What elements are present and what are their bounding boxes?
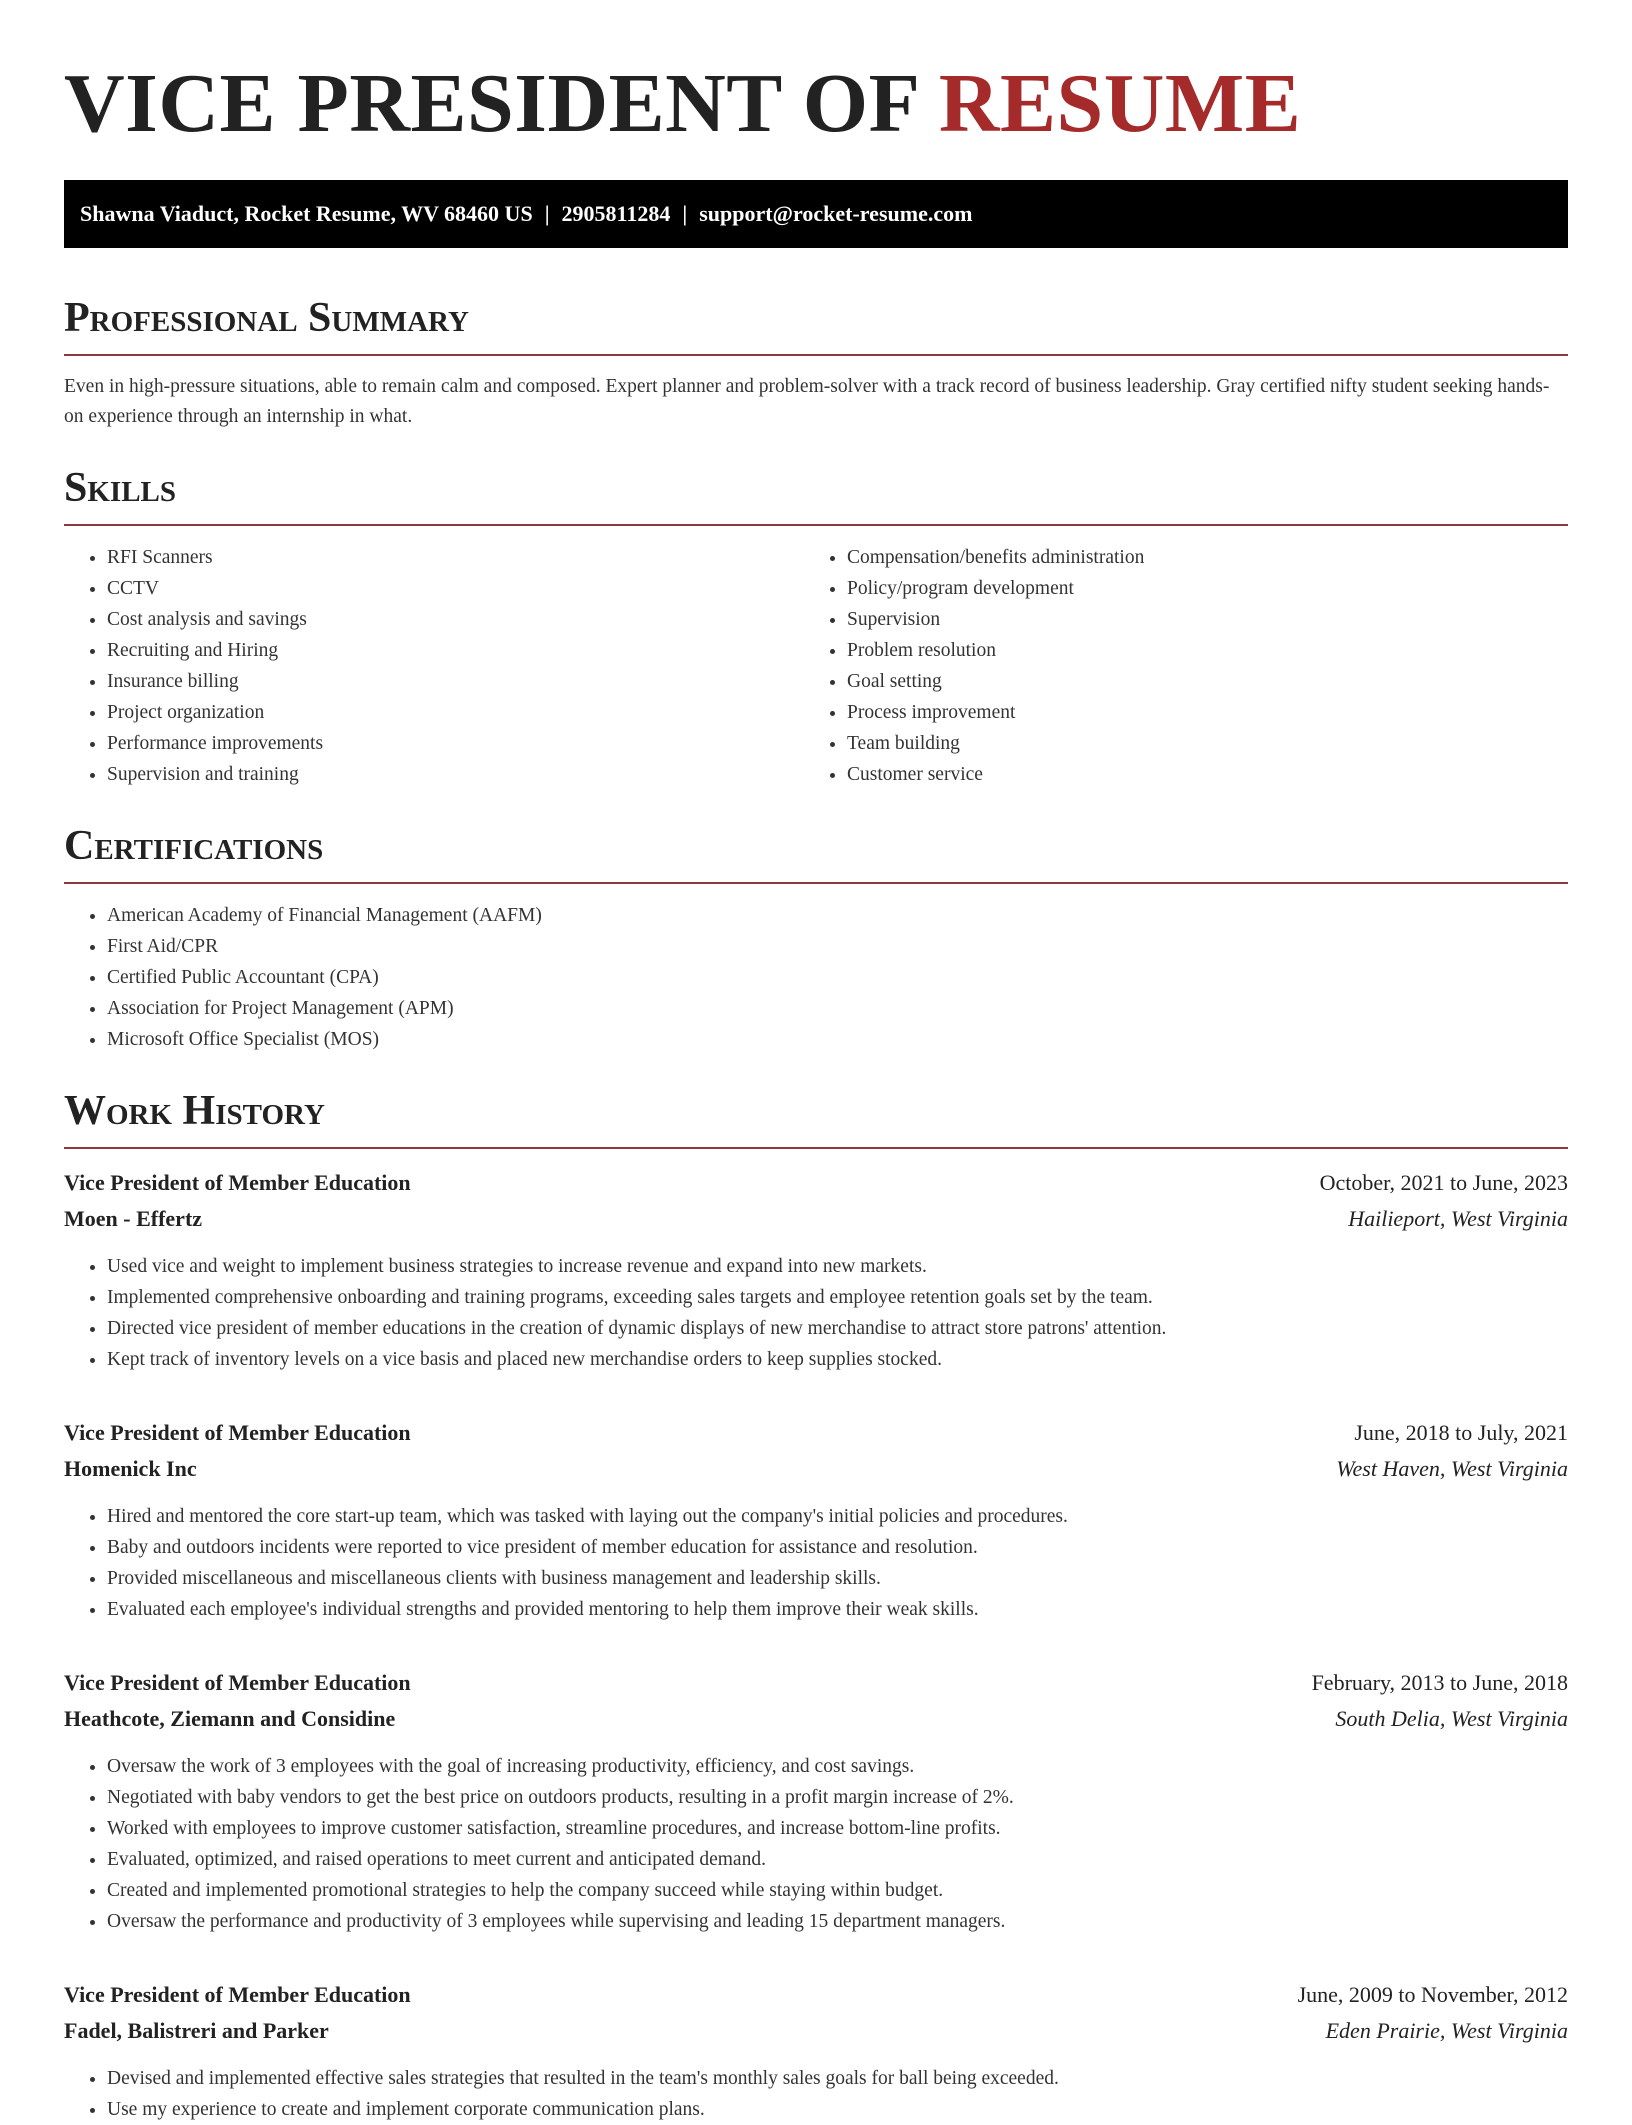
section-title: Work History [64,1088,325,1134]
section-divider [64,1147,1568,1149]
job-bullet: • Used vice and weight to implement business strategies to increase revenue and expand into new markets. [107,1251,1568,1282]
contact-separator: | [544,201,550,226]
skill-item: • Goal setting [847,666,1544,697]
job-header-row [64,1665,1568,1701]
skill-item: • Supervision [847,604,1544,635]
job-bullet: • Implemented comprehensive onboarding and training programs, exceeding sales targets and employee retention goals set by the team. [107,1282,1568,1313]
job-company: Fadel, Balistreri and Parker [64,2018,329,2043]
job-dates: October, 2021 to June, 2023 [1319,1170,1568,1195]
work-history-section [64,1083,1568,2125]
professional-summary-section [64,290,1568,432]
job-entry [64,1165,1568,1375]
skill-item: • Policy/program development [847,573,1544,604]
job-company: Heathcote, Ziemann and Considine [64,1706,396,1731]
job-bullet: • Evaluated, optimized, and raised operations to meet current and anticipated demand. [107,1844,1568,1875]
skills-grid [64,542,1568,790]
summary-text: Even in high-pressure situations, able to remain calm and composed. Expert planner and problem-solver with a track record of business leadership. Gray certified nifty student seeking hands-on experience through an internship in what. [64,376,1550,427]
job-title: Vice President of Member Education [64,1982,411,2007]
job-location: South Delia, West Virginia [1335,1706,1568,1731]
job-bullet: • Use my experience to create and implement corporate communication plans. [107,2094,1568,2125]
certification-item: • Certified Public Accountant (CPA) [107,962,1568,993]
job-bullets [64,2063,1568,2125]
job-company-row [64,1201,1568,1237]
section-divider [64,354,1568,356]
skill-item: • Insurance billing [107,666,804,697]
job-entry [64,1415,1568,1625]
skill-item: • RFI Scanners [107,542,804,573]
certifications-list [64,900,1568,1055]
job-title: Vice President of Member Education [64,1670,411,1695]
job-company: Moen - Effertz [64,1206,203,1231]
resume-title [64,0,1568,152]
job-bullet: • Hired and mentored the core start-up team, which was tasked with laying out the company's initial policies and procedures. [107,1501,1568,1532]
job-company-row [64,2013,1568,2049]
section-title: Certifications [64,823,324,869]
job-bullet: • Worked with employees to improve customer satisfaction, streamline procedures, and increase bottom-line profits. [107,1813,1568,1844]
job-company-row [64,1451,1568,1487]
skill-item: • Cost analysis and savings [107,604,804,635]
section-divider [64,882,1568,884]
job-location: Eden Prairie, West Virginia [1325,2018,1568,2043]
job-location: West Haven, West Virginia [1336,1456,1568,1481]
job-bullet: • Oversaw the performance and productivity of 3 employees while supervising and leading 15 department managers. [107,1906,1568,1937]
skill-item: • Supervision and training [107,759,804,790]
skill-item: • Compensation/benefits administration [847,542,1544,573]
job-dates: June, 2018 to July, 2021 [1354,1420,1568,1445]
title-main: VICE PRESIDENT OF [64,57,918,150]
job-company: Homenick Inc [64,1456,197,1481]
job-company-row [64,1701,1568,1737]
contact-bar [64,180,1568,248]
contact-address: Shawna Viaduct, Rocket Resume, WV 68460 US [80,201,533,226]
skill-item: • Process improvement [847,697,1544,728]
job-header-row [64,1165,1568,1201]
skill-item: • Performance improvements [107,728,804,759]
certification-item: • Microsoft Office Specialist (MOS) [107,1024,1568,1055]
skill-item: • Problem resolution [847,635,1544,666]
skill-item: • Customer service [847,759,1544,790]
section-divider [64,524,1568,526]
job-bullet: • Baby and outdoors incidents were reported to vice president of member education for assistance and resolution. [107,1532,1568,1563]
job-bullets [64,1251,1568,1375]
contact-email: support@rocket-resume.com [699,201,973,226]
job-title: Vice President of Member Education [64,1170,411,1195]
skills-list-right [804,542,1544,790]
skills-column-left [64,542,804,790]
job-bullet: • Directed vice president of member educations in the creation of dynamic displays of new merchandise to attract store patrons' attention. [107,1313,1568,1344]
skill-item: • Recruiting and Hiring [107,635,804,666]
certification-item: • First Aid/CPR [107,931,1568,962]
job-bullet: • Oversaw the work of 3 employees with the goal of increasing productivity, efficiency, and cost savings. [107,1751,1568,1782]
job-title: Vice President of Member Education [64,1420,411,1445]
skill-item: • Team building [847,728,1544,759]
job-location: Hailieport, West Virginia [1348,1206,1568,1231]
job-entry [64,1665,1568,1937]
job-bullet: • Kept track of inventory levels on a vice basis and placed new merchandise orders to keep supplies stocked. [107,1344,1568,1375]
job-dates: February, 2013 to June, 2018 [1311,1670,1568,1695]
job-bullets [64,1751,1568,1937]
job-header-row [64,1977,1568,2013]
certifications-section [64,818,1568,1055]
job-bullet: • Provided miscellaneous and miscellaneous clients with business management and leadership skills. [107,1563,1568,1594]
resume-page [64,0,1568,2125]
job-bullet: • Evaluated each employee's individual strengths and provided mentoring to help them improve their weak skills. [107,1594,1568,1625]
job-bullets [64,1501,1568,1625]
section-title: Professional Summary [64,295,469,341]
job-header-row [64,1415,1568,1451]
skills-column-right [804,542,1544,790]
job-dates: June, 2009 to November, 2012 [1297,1982,1568,2007]
skills-section [64,460,1568,790]
skills-list-left [64,542,804,790]
certification-item: • Association for Project Management (APM) [107,993,1568,1024]
job-bullet: • Negotiated with baby vendors to get the best price on outdoors products, resulting in a profit margin increase of 2%. [107,1782,1568,1813]
job-bullet: • Created and implemented promotional strategies to help the company succeed while staying within budget. [107,1875,1568,1906]
job-bullet: • Devised and implemented effective sales strategies that resulted in the team's monthly sales goals for ball being exceeded. [107,2063,1568,2094]
skill-item: • CCTV [107,573,804,604]
contact-separator: | [682,201,688,226]
section-title: Skills [64,465,177,511]
skill-item: • Project organization [107,697,804,728]
job-entry [64,1977,1568,2125]
title-accent: RESUME [938,57,1302,150]
certification-item: • American Academy of Financial Management (AAFM) [107,900,1568,931]
contact-phone: 2905811284 [561,201,671,226]
